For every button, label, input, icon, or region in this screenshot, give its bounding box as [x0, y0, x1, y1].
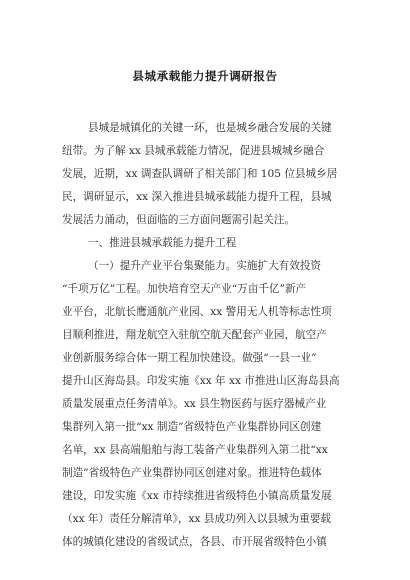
paragraph-line: 县城是城镇化的关键一环，也是城乡融合发展的关键 [88, 122, 332, 134]
paragraph-line: 提升山区海岛县。印发实施《xx 年 xx 市推进山区海岛县高 [62, 375, 340, 387]
paragraph-line: 发展活力涌动，但面临的三方面问题需引起关注。 [62, 214, 296, 226]
paragraph-line: 名单，xx 县高端船舶与海工装备产业集群列入第二批“xx [62, 444, 328, 456]
paragraph-line: 质量发展重点任务清单》。xx 县生物医药与医疗器械产业 [62, 398, 327, 410]
paragraph-line: 制造”省级特色产业集群协同区创建对象。推进特色载体 [62, 467, 322, 479]
paragraph-line: 民，调研显示，xx 深入推进县城承载能力提升工程，县城 [62, 191, 332, 203]
paragraph-line: 目顺利推进，翔龙航空入驻航空航天配套产业园，航空产 [62, 329, 327, 341]
section-heading: 一、推进县城承载能力提升工程 [88, 237, 237, 249]
paragraph-line: 建设，印发实施《xx 市持续推进省级特色小镇高质量发展 [62, 490, 332, 502]
paragraph-line: 发展，近期，xx 调查队调研了相关部门和 105 位县城乡居 [62, 168, 338, 180]
document-title: 县城承载能力提升调研报告 [132, 69, 278, 83]
paragraph-line: 业创新服务综合体一期工程加快建设。做强“一县一业” [62, 352, 317, 364]
paragraph-line: “千项万亿”工程。加快培育空天产业“万亩千亿”新产 [62, 283, 307, 295]
paragraph-line: 纽带。为了解 xx 县城承载能力情况，促进县城城乡融合 [62, 145, 325, 157]
paragraph-line: 集群列入第一批“xx 制造”省级特色产业集群协同区创建 [62, 421, 322, 433]
paragraph-line: （一）提升产业平台集聚能力。实施扩大有效投资 [88, 260, 322, 272]
paragraph-line: 业平台，北航长鹰通航产业园、xx 警用无人机等标志性项 [62, 306, 332, 318]
paragraph-line: 体的城镇化建设的省级试点，各县、市开展省级特色小镇 [62, 536, 327, 548]
paragraph-line: （xx 年）责任分解清单》，xx 县成功列入以县城为重要载 [62, 513, 331, 525]
